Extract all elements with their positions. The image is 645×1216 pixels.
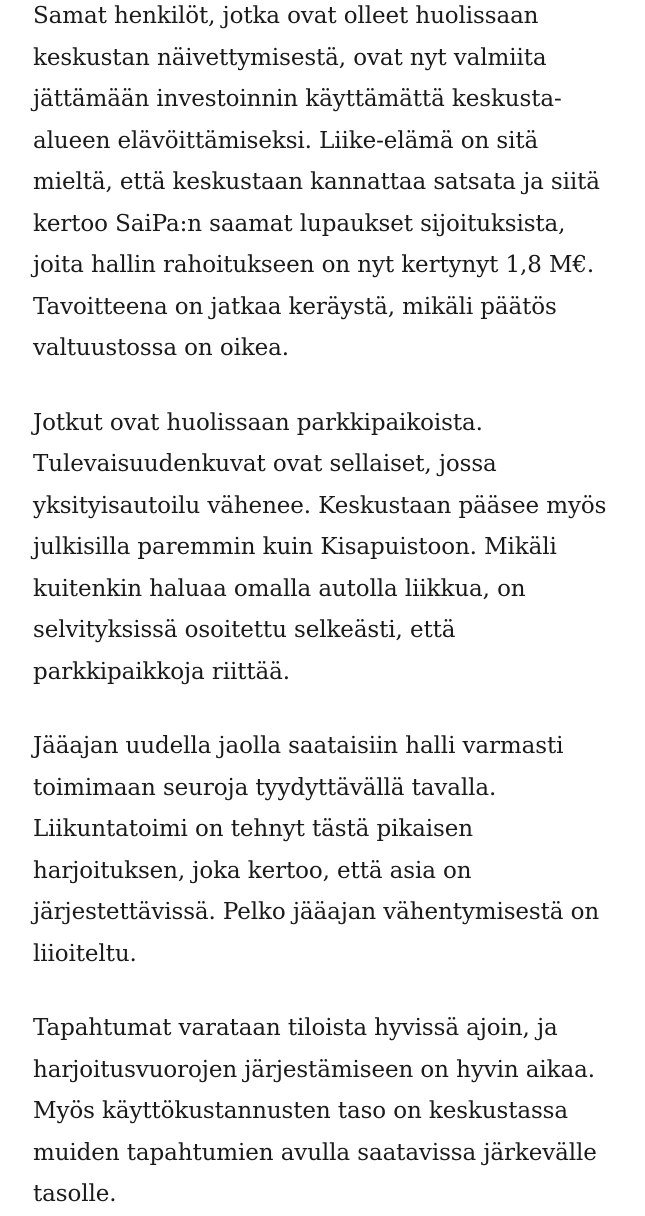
paragraph-line: jättämään investoinnin käyttämättä keskusta- [33,86,562,112]
paragraph-3 [33,726,633,975]
paragraph-line: kertoo SaiPa:n saamat lupaukset sijoituksista, [33,210,566,237]
paragraph-2 [33,403,633,694]
paragraph-line: liioiteltu. [33,940,137,967]
paragraph-line: tasolle. [33,1181,117,1207]
paragraph-1 [33,0,633,370]
paragraph-line: selvityksissä osoitettu selkeästi, että [33,617,456,643]
paragraph-line: yksityisautoilu vähenee. Keskustaan pääsee myös [33,492,607,519]
paragraph-line: järjestettävissä. Pelko jääajan vähentymisestä on [33,899,600,925]
paragraph-spacer [33,693,633,726]
paragraph-line: harjoitusvuorojen järjestämiseen on hyvin aikaa. [33,1056,595,1083]
paragraph-4 [33,1008,633,1216]
paragraph-line: Tulevaisuudenkuvat ovat sellaiset, jossa [33,451,497,477]
paragraph-line: harjoituksen, joka kertoo, että asia on [33,857,472,884]
paragraph-line: Samat henkilöt, jotka ovat olleet huolissaan [33,3,539,29]
paragraph-spacer [33,370,633,403]
paragraph-line: kuitenkin haluaa omalla autolla liikkua, on [33,575,526,602]
paragraph-line: mieltä, että keskustaan kannattaa satsata ja siitä [33,169,600,195]
paragraph-line: toimimaan seuroja tyydyttävällä tavalla. [33,774,497,801]
paragraph-line: joita hallin rahoitukseen on nyt kertynyt 1,8 M€. [33,252,595,278]
paragraph-line: muiden tapahtumien avulla saatavissa järkevälle [33,1139,597,1166]
paragraph-line: valtuustossa on oikea. [33,335,289,361]
paragraph-line: Jotkut ovat huolissaan parkkipaikoista. [33,409,483,436]
paragraph-line: Myös käyttökustannusten taso on keskustassa [33,1098,568,1124]
paragraph-line: Liikuntatoimi on tehnyt tästä pikaisen [33,816,473,842]
paragraph-line: alueen elävöittämiseksi. Liike-elämä on sitä [33,127,539,154]
paragraph-line: Tapahtumat varataan tiloista hyvissä ajoin, ja [33,1015,558,1041]
paragraph-line: julkisilla paremmin kuin Kisapuistoon. Mikäli [33,534,557,560]
paragraph-line: parkkipaikkoja riittää. [33,658,290,685]
article-body [33,0,633,1216]
paragraph-line: Jääajan uudella jaolla saataisiin halli varmasti [33,733,564,759]
paragraph-spacer [33,975,633,1008]
paragraph-line: keskustan näivettymisestä, ovat nyt valmiita [33,44,547,71]
paragraph-line: Tavoitteena on jatkaa keräystä, mikäli päätös [33,293,557,320]
